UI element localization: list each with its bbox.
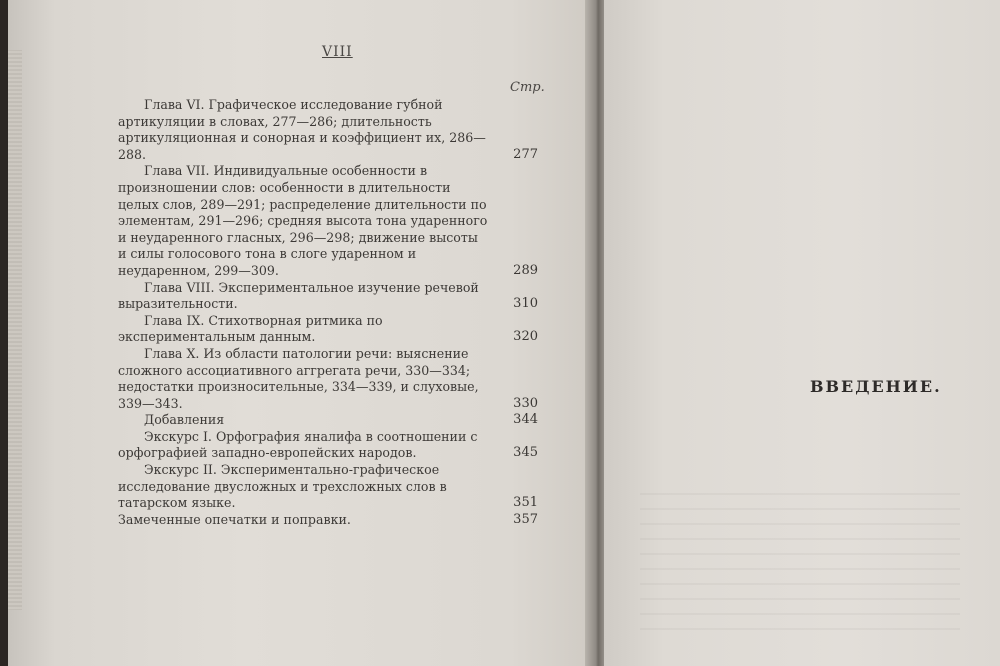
- show-through-text: [640, 490, 960, 630]
- chapter-heading: ВВЕДЕНИЕ.: [810, 377, 942, 396]
- toc-entry: [118, 429, 548, 462]
- toc-entry: [118, 346, 548, 412]
- page-edge: [8, 50, 22, 610]
- page-column-heading: Стр.: [510, 80, 545, 95]
- toc-entry-page: 310: [513, 296, 538, 312]
- toc-entry-text: Экскурс I. Орфография яналифа в соотношении с орфографией западно-европейских народов.: [118, 428, 478, 461]
- toc-entry: [118, 313, 548, 346]
- toc-entry: [118, 163, 548, 279]
- toc-entry-page: 357: [513, 511, 538, 527]
- toc-entry-page: 320: [513, 329, 538, 345]
- toc-entry: [118, 280, 548, 313]
- toc-entry-page: 330: [513, 395, 538, 411]
- toc-entry-page: 277: [513, 146, 538, 162]
- table-of-contents: [118, 97, 548, 528]
- toc-entry-text: Глава VI. Графическое исследование губной артикуляции в словах, 277—286; длительность артикуляционная и сонорная и коэффициент их, 286—288.: [118, 97, 486, 162]
- toc-entry-page: 345: [513, 445, 538, 461]
- toc-entry-text: Глава IX. Стихотворная ритмика по экспериментальным данным.: [118, 312, 383, 345]
- toc-entry-text: Экскурс II. Экспериментально-графическое исследование двусложных и трехсложных слов в татарском языке.: [118, 462, 447, 511]
- toc-entry-text: Глава VII. Индивидуальные особенности в произношении слов: особенности в длительности целых слов, 289—291; распределение длительности по элементам, 291—296; средняя высота тона ударенного и неударенного гласных, 296—298; движение высоты и силы голосового тона в слоге ударенном и неударенном, 299—309.: [118, 163, 488, 278]
- toc-entry-page: 289: [513, 262, 538, 278]
- toc-entry: [118, 412, 548, 429]
- toc-entry-page: 344: [513, 412, 538, 428]
- toc-entry-text: Добавления: [144, 412, 225, 428]
- page-number: VIII: [322, 44, 353, 60]
- toc-entry: [118, 97, 548, 163]
- toc-entry: [118, 462, 548, 512]
- toc-entry-text: Глава VIII. Экспериментальное изучение речевой выразительности.: [118, 279, 479, 312]
- toc-entry-text: Замеченные опечатки и поправки.: [118, 511, 351, 527]
- toc-entry-text: Глава X. Из области патологии речи: выяснение сложного ассоциативного аггрегата речи, 330—334; недостатки произносительные, 334—339, и слуховые, 339—343.: [118, 345, 479, 411]
- toc-entry: [118, 512, 548, 529]
- toc-entry-page: 351: [513, 495, 538, 511]
